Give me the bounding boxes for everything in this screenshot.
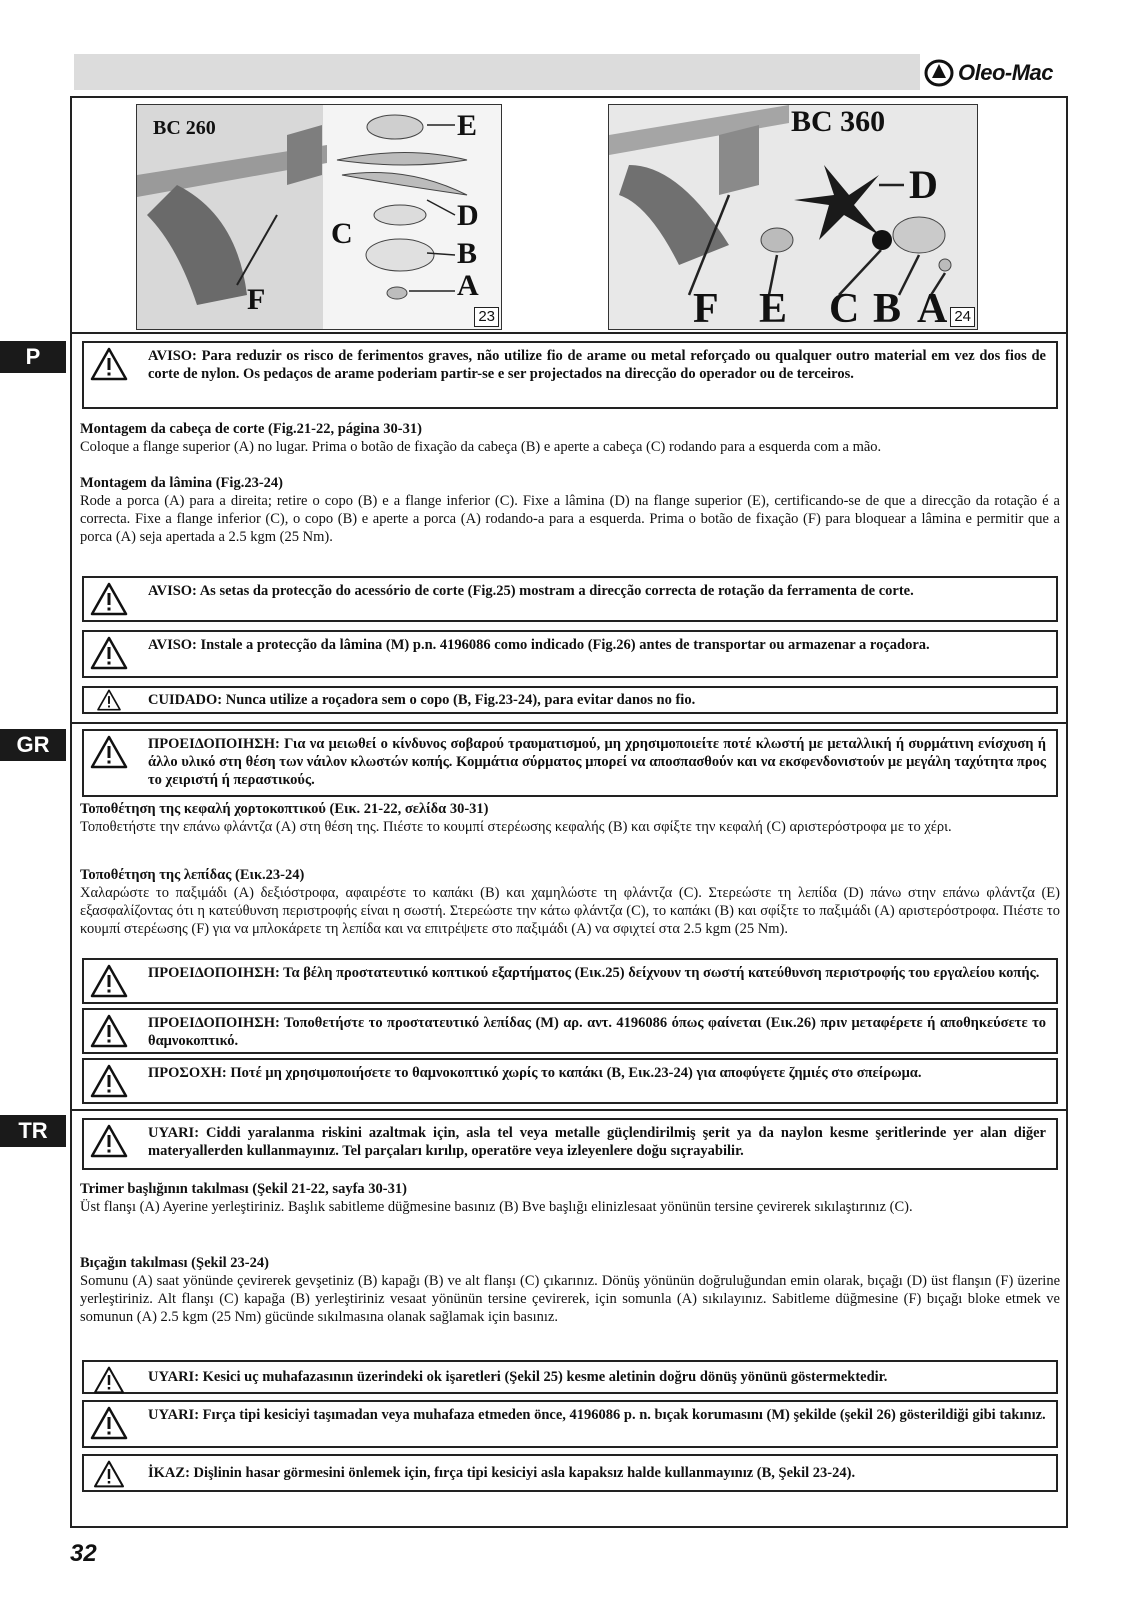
warning-text: ΠΡΟΕΙΔΟΠΟΙΗΣΗ: Για να μειωθεί ο κίνδυνος σοβαρού τραυματισμού, μη χρησιμοποιείτε ποτέ κλωστή με μεταλλική ή συρμάτινη ενίσχυση ή άλλο υλικό στη θέση των νάιλον κλωστών κοπής. Κομμάτια σύρματος μπορεί να αποσπασθούν και να εκσφενδονιστούν με μεγάλη ταχύτητα προς το χειριστή ή περαστικούς. [148,736,1046,788]
caution-icon [84,688,134,711]
caution-icon [84,1456,134,1488]
figure-23-label-e: E [457,109,478,142]
figure-24-label-b: B [873,286,902,330]
section-heading: Bıçağın takılması (Şekil 23-24) [80,1255,269,1271]
paragraph: Üst flanşı (A) Ayerine yerleştiriniz. Başlık sabitleme düğmesine basınız (B) Bve başlığı elinizlesaat yönünün tersine çevirerek sıkılaştırınız (C). [80,1199,913,1215]
section-heading: Τοποθέτηση της κεφαλή χορτοκοπτικού (Εικ. 21-22, σελίδα 30-31) [80,801,489,817]
figure-23-label-f: F [247,283,266,316]
warning-text: UYARI: Fırça tipi kesiciyi taşımadan veya muhafaza etmeden önce, 4196086 p. n. bıçak korumasını (M) şekilde (şekil 26) gösterildiği gibi takınız. [148,1407,1046,1423]
figure-23-number: 23 [474,307,499,327]
warning-box [82,729,1058,797]
paragraph: Τοποθετήστε την επάνω φλάντζα (A) στη θέση της. Πιέστε το κουμπί στερέωσης κεφαλής (B) και σφίξτε την κεφαλή (C) αριστερόστροφα με το χέρι. [80,819,952,835]
brand-name: Oleo-Mac [958,60,1054,85]
warning-text: AVISO: As setas da protecção do acessório de corte (Fig.25) mostram a direcção correcta de rotação da ferramenta de corte. [148,583,914,599]
section-heading: Trimer başlığının takılması (Şekil 21-22, sayfa 30-31) [80,1181,407,1197]
warning-box [82,576,1058,622]
warning-text: AVISO: Para reduzir os risco de ferimentos graves, não utilize fio de arame ou metal reforçado ou qualquer outro material em vez dos fios de corte de nylon. Os pedaços de arame poderiam partir-se e ser projectados na direcção do operador ou de terceiros. [148,348,1046,382]
warning-text: ΠΡΟΕΙΔΟΠΟΙΗΣΗ: Τοποθετήστε το προστατευτικό λεπίδας (M) αρ. αντ. 4196086 όπως φαίνεται (Εικ.26) πριν μεταφέρετε ή αποθηκεύσετε το θαμνοκοπτικό. [148,1015,1046,1049]
section-heading: Montagem da cabeça de corte (Fig.21-22, página 30-31) [80,421,422,437]
caution-icon [84,1060,134,1098]
caution-box [82,686,1058,714]
caution-text: ΠΡΟΣΟΧΗ: Ποτέ μη χρησιμοποιήσετε το θαμνοκοπτικό χωρίς το καπάκι (B, Εικ.23-24) για αποφύγετε ζημιές στο σπείρωμα. [148,1065,922,1081]
warning-text: UYARI: Ciddi yaralanma riskini azaltmak için, asla tel veya metalle güçlendirilmiş şerit ya da naylon kesme şeritlerinde yer alan diğer materyallerden kullanmayınız. Tel parçaları kırılıp, operatöre veya izleyenlere doğu sıçrayabilir. [148,1125,1046,1159]
section-divider [70,722,1068,724]
warning-box [82,958,1058,1004]
section-divider [70,1109,1068,1111]
warning-box [82,1118,1058,1170]
warning-box [82,341,1058,409]
figure-24-label-e: E [759,286,788,330]
warning-icon [84,1362,134,1394]
section-heading: Montagem da lâmina (Fig.23-24) [80,475,283,491]
figure-23-model: BC 260 [153,117,216,139]
warning-box [82,1400,1058,1448]
warning-icon [84,343,134,381]
warning-icon [84,1402,134,1440]
page-number: 32 [70,1540,97,1567]
language-tab-tr: TR [0,1115,66,1147]
figure-23-label-d: D [457,199,479,232]
caution-box [82,1058,1058,1104]
warning-icon [84,578,134,616]
paragraph: Rode a porca (A) para a direita; retire o copo (B) e a flange inferior (C). Fixe a lâmina (D) na flange superior (E), certificando-se de que a direcção da rotação é a correcta. Fixe a flange inferior (C), o copo (B) e aperte a porca (A) rodando-a para a esquerda. Prima o botão de fixação (F) para bloquear a lâmina e permitir que a porca (A) seja apertada a 2.5 kgm (25 Nm). [80,493,1060,545]
warning-text: UYARI: Kesici uç muhafazasının üzerindeki ok işaretleri (Şekil 25) kesme aletinin doğru dönüş yönünü göstermektedir. [148,1369,888,1385]
warning-icon [84,731,134,769]
figure-23-label-c: C [331,217,353,250]
figure-24-label-c: C [829,286,860,330]
figure-24-label-d: D [909,162,938,207]
figure-23 [136,104,502,330]
caution-box [82,1454,1058,1492]
figure-24-number: 24 [950,307,975,327]
figure-24 [608,104,978,330]
warning-text: ΠΡΟΕΙΔΟΠΟΙΗΣΗ: Τα βέλη προστατευτικό κοπτικού εξαρτήματος (Εικ.25) δείχνουν τη σωστή κατεύθυνση περιστροφής του εργαλείου κοπής. [148,965,1040,981]
logo-icon [924,58,954,88]
warning-text: AVISO: Instale a protecção da lâmina (M) p.n. 4196086 como indicado (Fig.26) antes de transportar ou armazenar a roçadora. [148,637,930,653]
paragraph: Coloque a flange superior (A) no lugar. Prima o botão de fixação da cabeça (B) e aperte a cabeça (C) rodando para a esquerda com a mão. [80,439,882,455]
figure-23-label-b: B [457,237,478,270]
paragraph: Somunu (A) saat yönünde çevirerek gevşetiniz (B) kapağı (B) ve alt flanşı (C) çıkarınız. Dönüş yönünün doğruluğundan emin olarak, bıçağı (D) üst flanşın (F) üzerine yerleştiriniz. Alt flanşı (C) kapağa (B) yerleştiriniz vesaat yönünün tersine çevirerek, için somunla (A) sıkılayınız. Sabitleme düğmesine (F) bıçağı bloke etmek ve somunun (A) 2.5 kgm (25 Nm) gücünde sıkılmasına olanak sağlamak için basınız. [80,1273,1060,1325]
warning-icon [84,1010,134,1048]
language-tab-p: P [0,341,66,373]
language-tab-gr: GR [0,729,66,761]
figure-24-model: BC 360 [791,105,886,138]
paragraph: Χαλαρώστε το παξιμάδι (A) δεξιόστροφα, αφαιρέστε το καπάκι (B) και χαμηλώστε τη φλάντζα (C). Στερεώστε τη λεπίδα (D) πάνω στην επάνω φλάντζα (E) εξασφαλίζοντας ότι η κατεύθυνση περιστροφής είναι η σωστή. Στερεώστε την κάτω φλάντζα (C), το καπάκι (B) και σφίξτε το παξιμάδι (A) αριστερόστροφα. Πιέστε το κουμπί στερέωσης (F) για να μπλοκάρετε τη λεπίδα και να επιτρέψετε στο παξιμάδι (A) να σφιχτεί στα 2.5 kgm (25 Nm). [80,885,1060,937]
caution-text: CUIDADO: Nunca utilize a roçadora sem o copo (B, Fig.23-24), para evitar danos no fio. [148,692,696,708]
warning-icon [84,960,134,998]
section-heading: Τοποθέτηση της λεπίδας (Εικ.23-24) [80,867,305,883]
brand-logo [924,56,1064,90]
warning-icon [84,1120,134,1158]
caution-text: İKAZ: Dişlinin hasar görmesini önlemek için, fırça tipi kesiciyi asla kapaksız halde kullanmayınız (B, Şekil 23-24). [148,1465,856,1481]
figure-24-label-f: F [693,286,719,330]
figure-24-label-a: A [917,286,948,330]
warning-box [82,1008,1058,1054]
warning-icon [84,632,134,670]
warning-box [82,1360,1058,1394]
figure-23-label-a: A [457,269,479,302]
header-bar [74,54,920,90]
warning-box [82,630,1058,678]
section-divider [70,332,1068,334]
